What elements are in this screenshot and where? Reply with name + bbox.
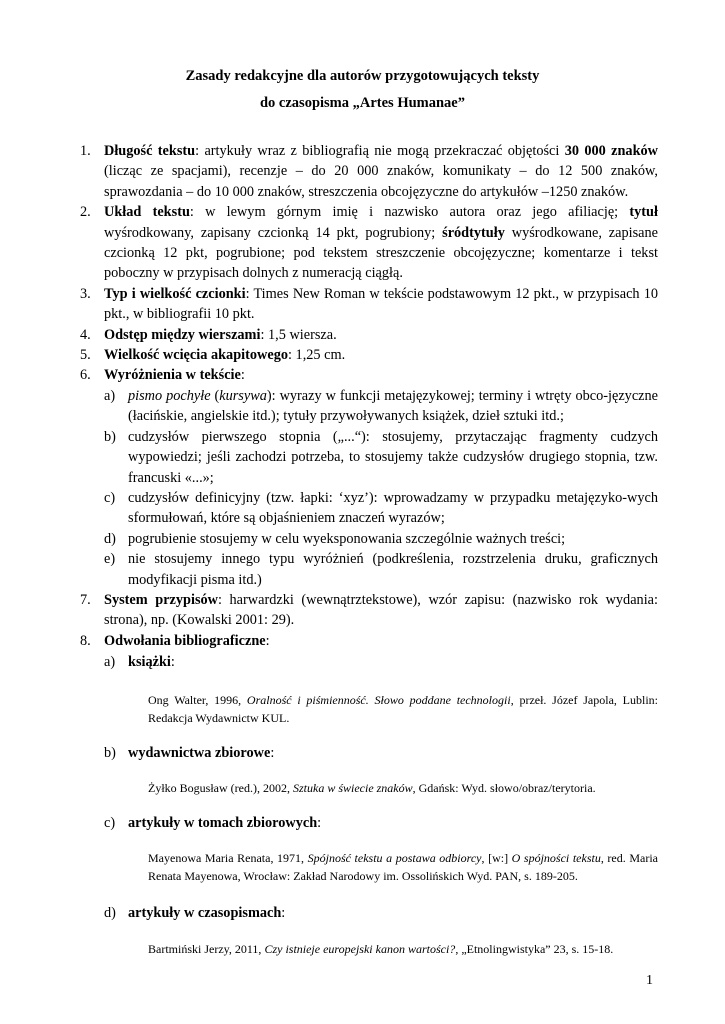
rule-emphasis [80,365,658,385]
sub-letter: c) [104,489,116,506]
ref-text: , Gdańsk: Wyd. słowo/obraz/terytoria. [412,780,596,795]
sub-text: cudzysłów pierwszego stopnia („...“): stosujemy, przytaczając fragmenty cudzych wypowiedzi; jeśli zachodzi potrzeba, to stosujemy także cudzysłów drugiego stopnia, tzw. francuski «...»; [128,428,658,486]
sub-text: : [170,654,175,671]
rule-label: Odstęp między wierszami [104,326,261,343]
rule-text: : 1,5 wiersza. [260,326,337,343]
sub-label: artykuły w czasopismach [128,905,282,922]
rule-text: wyśrodkowany, zapisany czcionką 14 pkt, pogrubiony; [104,224,443,241]
rule-text: : harwardzki (wewnątrztekstowe), wzór zapisu: (nazwisko rok wydania: strona), np. (Kowalski 2001: 29). [104,591,658,629]
ref-text: Bartmiński Jerzy, 2011, [148,941,265,956]
rule-bold-term: śródtytuły [442,224,505,241]
ref-title: O spójności tekstu [511,851,601,866]
rule-text: (licząc ze spacjami), recenzje – do 20 000 znaków, komunikaty – do 12 500 znaków, sprawozdania – do 10 000 znaków, streszczenia obcojęzyczne do artykułów –1250 znaków. [104,163,658,200]
rule-bibliography [80,631,658,651]
sub-text: : [281,905,286,922]
sub-letter: b) [104,428,116,445]
ref-text: Ong Walter, 1996, [148,692,247,707]
bibliography-books [104,652,658,672]
ref-title: Sztuka w świecie znaków [292,780,413,795]
sub-text: : [317,814,322,831]
bibliography-example-articles-volumes [148,849,658,885]
bibliography-articles-volumes [104,813,658,833]
rule-text: : w lewym górnym imię i nazwisko autora oraz jego afiliację; [189,204,630,221]
rule-text: : Times New Roman w tekście podstawowym 12 pkt., w przypisach 10 pkt., w bibliografii 10 pkt. [104,285,658,323]
document-title-line-2: do czasopisma „Artes Humanae” [259,95,465,111]
ref-title: Oralność i piśmienność. Słowo poddane technologii [246,692,511,707]
rule-indent [80,345,658,365]
sub-label: artykuły w tomach zbiorowych [128,814,318,831]
rule-label: Odwołania bibliograficzne [104,632,266,649]
sub-letter: a) [104,654,116,671]
sub-letter: d) [104,530,116,547]
ref-text: , przeł. Józef Japola, Lublin: Redakcja Wydawnictw KUL. [148,692,658,725]
bibliography-example-articles-journals [148,940,658,958]
rule-number: 3. [80,285,91,302]
ref-text: Mayenowa Maria Renata, 1971, [148,851,308,866]
sub-text: : [270,744,275,761]
sub-letter: e) [104,551,116,568]
sub-letter: d) [104,905,116,922]
rule-text-layout [80,202,658,284]
bibliography-example-collective [148,779,658,797]
rule-label: Typ i wielkość czcionki [104,285,246,302]
rule-label: Wielkość wcięcia akapitowego [104,347,288,364]
rule-text-length [80,141,658,202]
rule-number: 8. [80,632,91,649]
sub-text: ): wyrazy w funkcji metajęzykowej; terminy i wtręty obco-języczne (łacińskie, angielskie itd.); tytuły przywoływanych książek, dzieł sztuki itd.; [128,387,658,425]
emphasis-quotes-definition [104,488,658,529]
sub-text: pogrubienie stosujemy w celu wyeksponowania szczególnie ważnych treści; [128,530,566,547]
rule-text: wyśrodkowane, zapisane czcionką 12 pkt, pogrubione; pod tekstem streszczenie obcojęzyczne; komentarze i tekst poboczny w przypisach dolnych z numeracją ciągłą. [104,224,658,282]
document-title-line-1: Zasady redakcyjne dla autorów przygotowujących teksty [185,68,540,84]
emphasis-other [104,549,658,590]
sub-letter: b) [104,744,116,761]
rule-number: 2. [80,204,91,221]
rule-font [80,284,658,325]
sub-text: nie stosujemy innego typu wyróżnień (podkreślenia, rozstrzelenia druku, graficznych modyfikacji pisma itd.) [128,551,658,588]
rule-number: 7. [80,591,91,608]
rule-bold-value: 30 000 znaków [564,143,659,159]
rule-label: Układ tekstu [104,204,190,221]
sub-letter: a) [104,387,116,404]
rule-text: : [240,367,245,384]
emphasis-quotes-first [104,427,658,488]
rule-label: Wyróżnienia w tekście [104,367,241,384]
rule-text: : artykuły wraz z bibliografią nie mogą przekraczać objętości [195,143,565,159]
bibliography-articles-journals [104,903,658,923]
ref-text: Żyłko Bogusław (red.), 2002, [148,780,293,795]
emphasis-italic [104,386,658,427]
rule-footnotes [80,590,658,631]
rule-text: : 1,25 cm. [288,347,346,364]
rule-label: Długość tekstu [104,143,196,159]
italic-term: pismo pochyłe [128,387,211,404]
sub-letter: c) [104,814,116,831]
ref-title: Spójność tekstu a postawa odbiorcy [307,851,482,866]
ref-text: , red. Maria Renata Mayenowa, Wrocław: Zakład Narodowy im. Ossolińskich Wyd. PAN, s. 189-205. [148,851,658,884]
sub-text: ( [210,387,220,404]
italic-term: kursywa [219,387,267,404]
rule-number: 1. [80,143,91,159]
rule-text: : [265,632,270,649]
bibliography-collective [104,743,658,763]
ref-title: Czy istnieje europejski kanon wartości? [264,941,456,956]
sub-text: cudzysłów definicyjny (tzw. łapki: ‘xyz’): wprowadzamy w przypadku metajęzyko-wych sformułowań, które są objaśnieniem znaczeń wyrazów; [128,489,658,527]
rule-number: 4. [80,326,91,343]
ref-text: , [w:] [481,851,512,866]
emphasis-bold [104,529,658,549]
bibliography-example-books [148,691,658,727]
sub-label: książki [128,654,171,671]
rule-number: 6. [80,367,91,384]
rule-line-spacing [80,325,658,345]
ref-text: , „Etnolingwistyka” 23, s. 15-18. [455,941,614,956]
rules-list [80,141,658,958]
rule-bold-term: tytuł [629,204,658,221]
page-number: 1 [646,973,653,988]
sub-label: wydawnictwa zbiorowe [128,744,271,761]
rule-number: 5. [80,347,91,364]
rule-label: System przypisów [104,591,218,608]
